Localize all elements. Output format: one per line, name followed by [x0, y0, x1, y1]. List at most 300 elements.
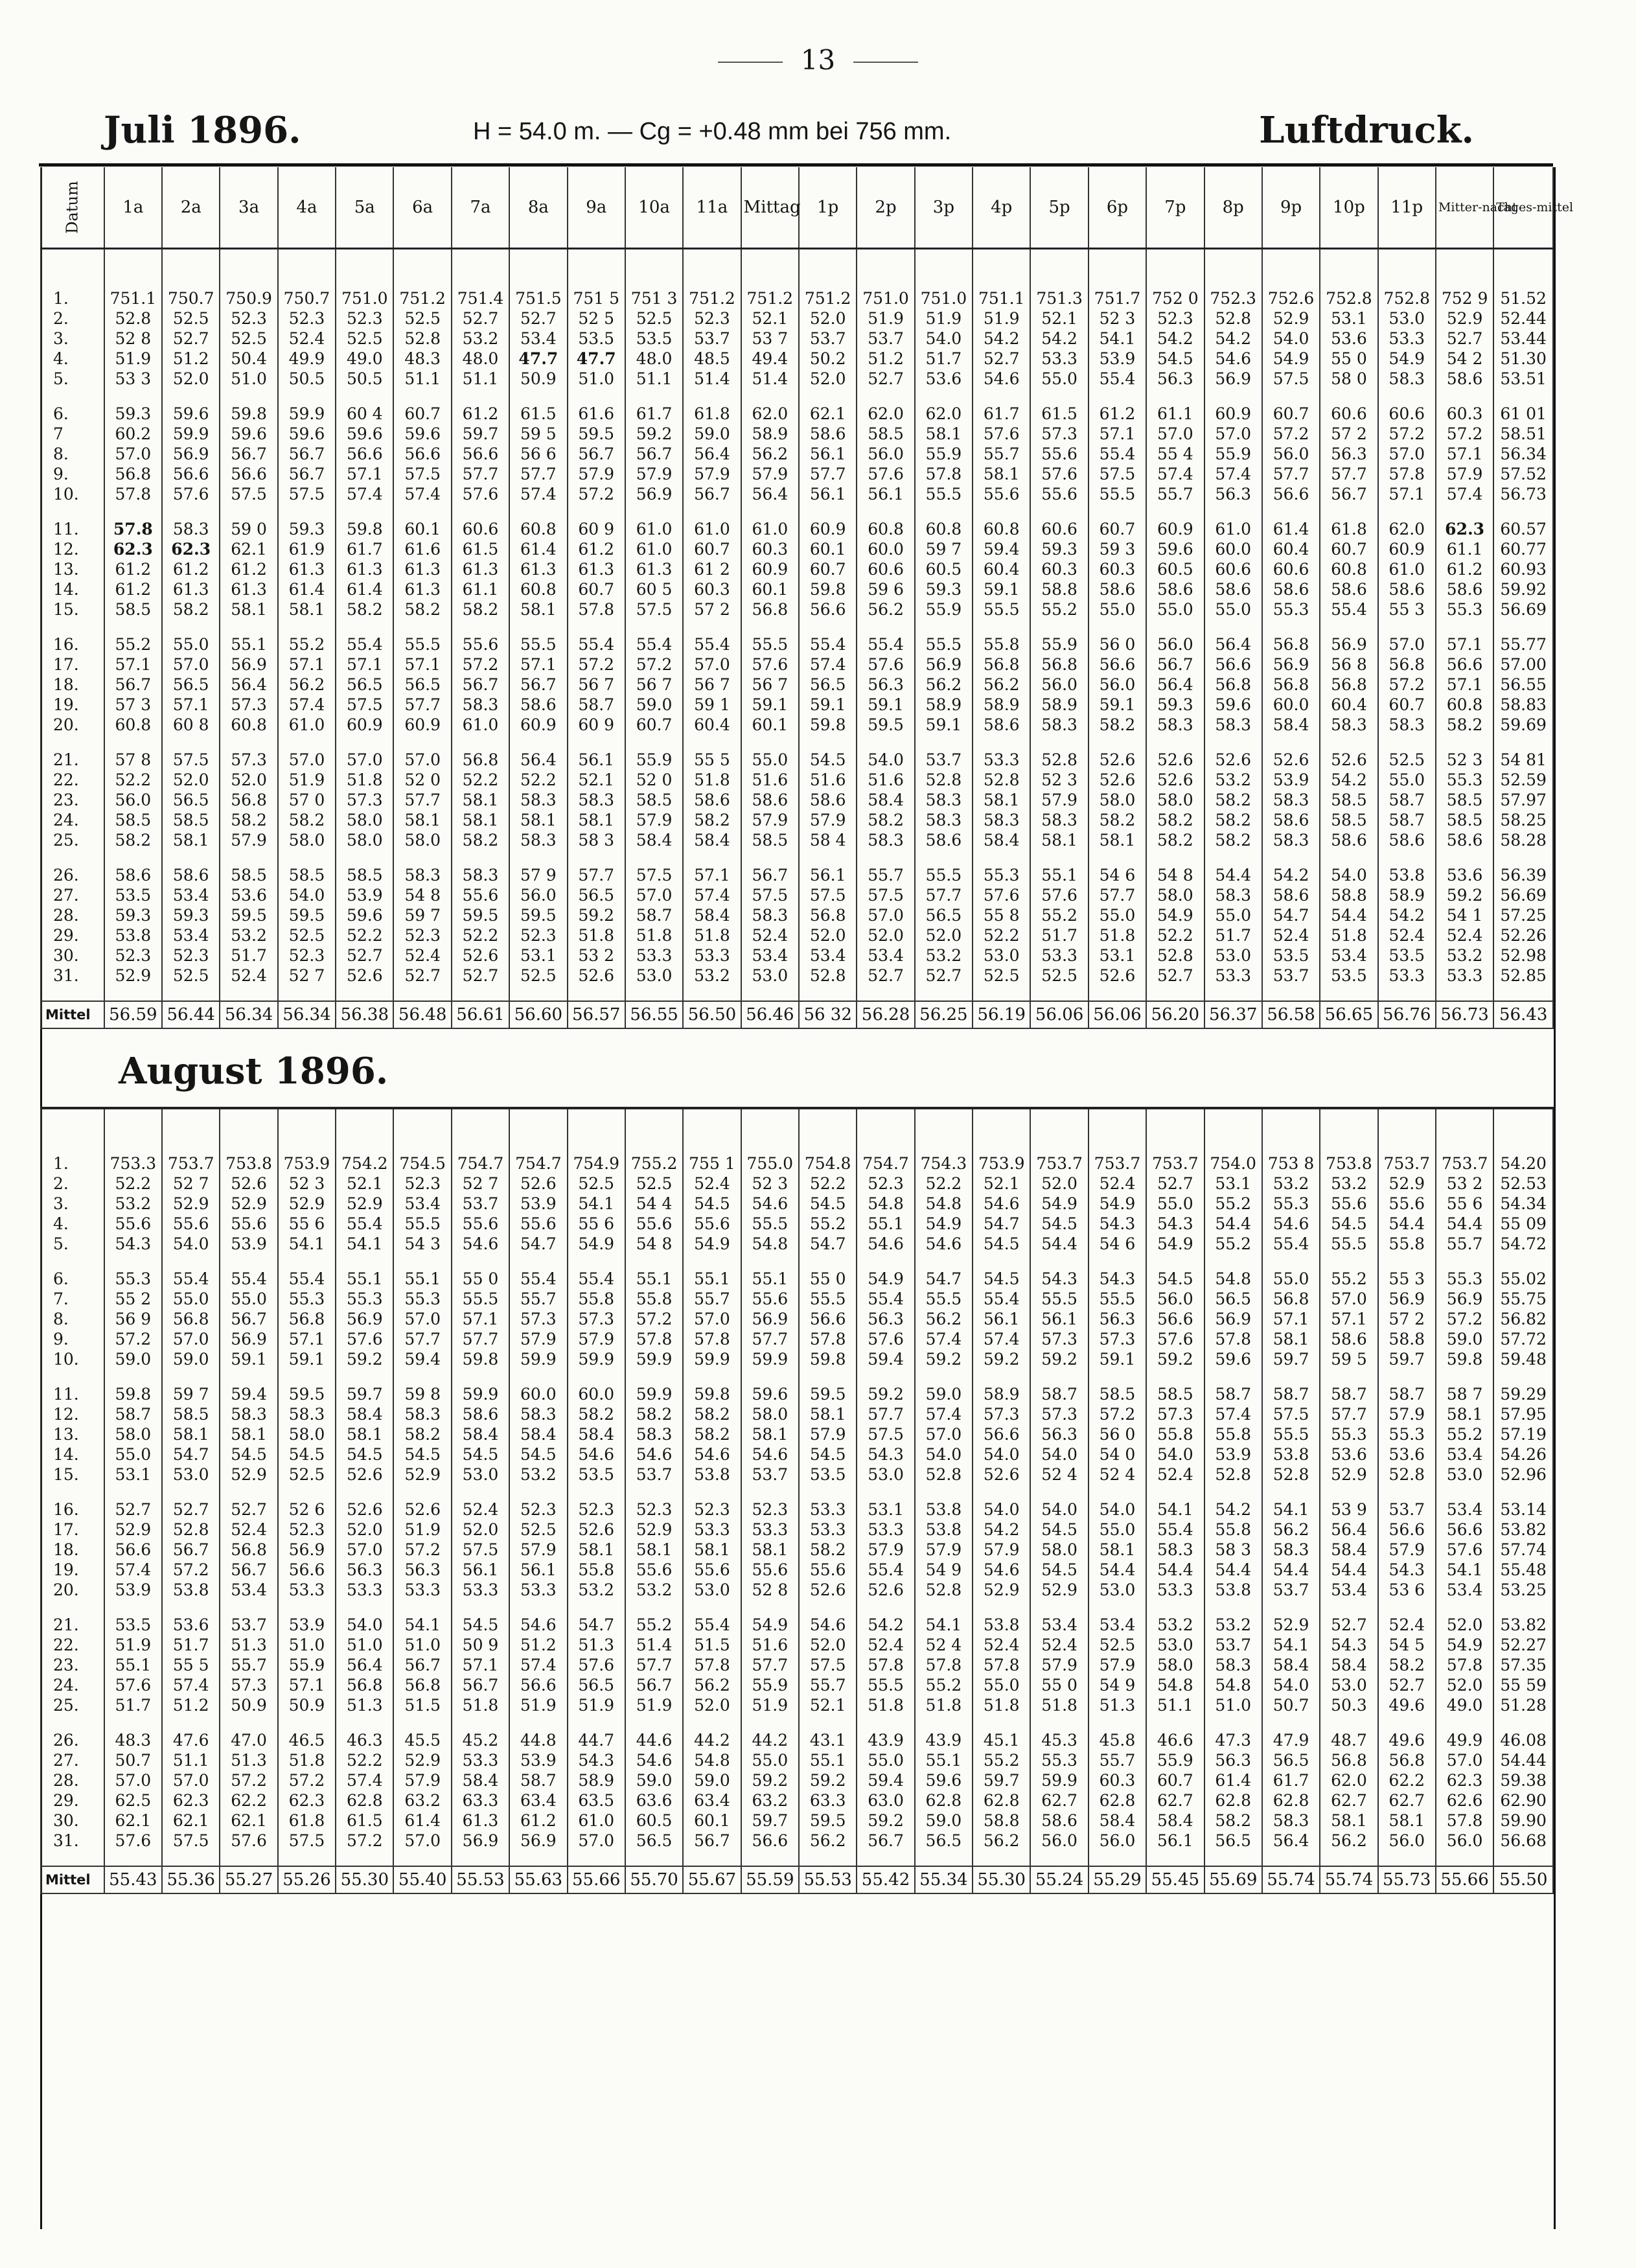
pressure-cell: 55.0: [1089, 599, 1146, 619]
pressure-cell: 58.83: [1493, 695, 1553, 715]
pressure-cell: 45.3: [1030, 1730, 1088, 1750]
mean-cell: 56.28: [857, 1001, 914, 1028]
pressure-cell: 59.2: [625, 424, 683, 444]
pressure-cell: 57.00: [1493, 654, 1553, 675]
pressure-cell: 54 5: [1378, 1635, 1436, 1655]
spacer-cell: [1262, 504, 1320, 519]
day-cell: 22.: [41, 770, 104, 790]
pressure-cell: 52.0: [857, 925, 914, 945]
pressure-cell: 60.8: [973, 519, 1030, 539]
rule-cell: [625, 1108, 683, 1115]
spacer-cell: [1378, 389, 1436, 404]
pressure-cell: 52.9: [220, 1194, 277, 1214]
pressure-cell: 47.7: [568, 349, 625, 369]
pressure-cell: 56.5: [568, 1675, 625, 1695]
column-header: 3p: [915, 167, 973, 249]
pressure-cell: 55.7: [1436, 1234, 1493, 1254]
day-cell: 14.: [41, 579, 104, 599]
pressure-cell: 56.2: [741, 444, 799, 464]
pressure-cell: 58.3: [857, 830, 914, 850]
spacer-row: [41, 1485, 1553, 1499]
spacer-cell: [162, 1851, 220, 1866]
pressure-cell: 58.7: [1262, 1384, 1320, 1404]
spacer-row: [41, 986, 1553, 1001]
day-cell: 26.: [41, 865, 104, 885]
pressure-cell: 56.9: [162, 444, 220, 464]
day-cell: 19.: [41, 695, 104, 715]
pressure-cell: 54.4: [1204, 1560, 1262, 1580]
pressure-cell: 58.6: [1262, 810, 1320, 830]
pressure-cell: 58.7: [509, 1770, 567, 1790]
pressure-cell: 755 1: [683, 1153, 741, 1174]
pressure-cell: 57.7: [393, 790, 451, 810]
pressure-cell: 55 3: [1378, 1269, 1436, 1289]
pressure-cell: 54.0: [857, 750, 914, 770]
pressure-cell: 51.1: [162, 1750, 220, 1770]
pressure-cell: 60.57: [1493, 519, 1553, 539]
spacer-cell: [1030, 1254, 1088, 1269]
pressure-cell: 56.7: [683, 1831, 741, 1851]
day-cell: 27.: [41, 885, 104, 905]
pressure-cell: 51.8: [625, 925, 683, 945]
pressure-cell: 55.4: [568, 1269, 625, 1289]
pressure-cell: 51.2: [162, 1695, 220, 1715]
pressure-cell: 53.9: [104, 1580, 162, 1600]
month-title: Juli 1896.: [104, 109, 301, 152]
pressure-cell: 52.8: [393, 329, 451, 349]
pressure-cell: 52.8: [1030, 750, 1088, 770]
table-row: [41, 349, 1553, 369]
rule-cell: [393, 1108, 451, 1115]
pressure-cell: 58.1: [1262, 1329, 1320, 1349]
spacer-cell: [162, 619, 220, 634]
pressure-cell: 53.5: [625, 329, 683, 349]
pressure-cell: 53.9: [509, 1750, 567, 1770]
mean-cell: 55.73: [1378, 1866, 1436, 1893]
mean-cell: 55.66: [1436, 1866, 1493, 1893]
column-header: 8a: [509, 167, 567, 249]
rule-cell: [1378, 1108, 1436, 1115]
pressure-cell: 55.0: [104, 1444, 162, 1464]
spacer-cell: [393, 1715, 451, 1730]
pressure-cell: 55.0: [1030, 369, 1088, 389]
pressure-cell: 52.5: [220, 329, 277, 349]
pressure-cell: 58.1: [973, 790, 1030, 810]
spacer-cell: [41, 1369, 104, 1384]
pressure-cell: 51.6: [741, 1635, 799, 1655]
pressure-cell: 53.7: [625, 1464, 683, 1485]
spacer-cell: [799, 850, 857, 865]
pressure-cell: 57.0: [1378, 634, 1436, 654]
pressure-cell: 57.7: [915, 885, 973, 905]
pressure-cell: 60.7: [625, 715, 683, 735]
spacer-cell: [568, 1715, 625, 1730]
pressure-cell: 63.3: [452, 1790, 509, 1811]
spacer-cell: [741, 389, 799, 404]
pressure-cell: 59.7: [336, 1384, 393, 1404]
pressure-cell: 54.9: [683, 1234, 741, 1254]
pressure-cell: 753.7: [1436, 1153, 1493, 1174]
pressure-cell: 56.9: [1204, 1309, 1262, 1329]
pressure-cell: 54.6: [973, 369, 1030, 389]
spacer-cell: [683, 1369, 741, 1384]
spacer-cell: [104, 1485, 162, 1499]
table-row: [41, 1404, 1553, 1424]
pressure-cell: 55.4: [1089, 369, 1146, 389]
pressure-cell: 55.6: [452, 1214, 509, 1234]
pressure-cell: 751.1: [973, 288, 1030, 308]
spacer-cell: [799, 1115, 857, 1153]
pressure-cell: 59 0: [220, 519, 277, 539]
datum-header-label: Datum: [63, 181, 82, 234]
pressure-cell: 52.5: [162, 966, 220, 986]
pressure-cell: 58 3: [1204, 1540, 1262, 1560]
pressure-cell: 52.0: [1436, 1615, 1493, 1635]
spacer-cell: [857, 1851, 914, 1866]
pressure-cell: 53.5: [1320, 966, 1377, 986]
spacer-cell: [220, 850, 277, 865]
pressure-cell: 57.95: [1493, 1404, 1553, 1424]
pressure-cell: 61.2: [162, 559, 220, 579]
pressure-cell: 751.2: [741, 288, 799, 308]
spacer-cell: [1320, 1115, 1377, 1153]
pressure-cell: 61.2: [104, 559, 162, 579]
pressure-cell: 57.1: [393, 654, 451, 675]
spacer-cell: [973, 850, 1030, 865]
pressure-cell: 57.2: [1378, 675, 1436, 695]
pressure-cell: 52.3: [509, 1499, 567, 1520]
pressure-cell: 55 6: [1436, 1194, 1493, 1214]
day-cell: 15.: [41, 599, 104, 619]
pressure-cell: 54.20: [1493, 1153, 1553, 1174]
pressure-cell: 54.7: [568, 1615, 625, 1635]
spacer-cell: [104, 735, 162, 750]
pressure-cell: 52.4: [741, 925, 799, 945]
pressure-cell: 57.7: [625, 1655, 683, 1675]
pressure-cell: 58.5: [857, 424, 914, 444]
spacer-cell: [1146, 986, 1204, 1001]
pressure-cell: 58.5: [336, 865, 393, 885]
pressure-cell: 54.6: [509, 1615, 567, 1635]
spacer-cell: [799, 1254, 857, 1269]
spacer-cell: [915, 504, 973, 519]
spacer-cell: [973, 619, 1030, 634]
pressure-cell: 52.98: [1493, 945, 1553, 966]
spacer-cell: [799, 1369, 857, 1384]
pressure-cell: 58.6: [915, 830, 973, 850]
pressure-cell: 56.0: [1436, 1831, 1493, 1851]
pressure-cell: 53.7: [1204, 1635, 1262, 1655]
pressure-cell: 55.8: [1378, 1234, 1436, 1254]
pressure-cell: 61.0: [1378, 559, 1436, 579]
pressure-cell: 59.2: [568, 905, 625, 925]
pressure-cell: 52.3: [162, 945, 220, 966]
spacer-cell: [973, 1254, 1030, 1269]
pressure-cell: 53 2: [1436, 1174, 1493, 1194]
pressure-cell: 53.7: [857, 329, 914, 349]
spacer-cell: [857, 619, 914, 634]
spacer-cell: [1204, 1851, 1262, 1866]
spacer-cell: [509, 504, 567, 519]
pressure-cell: 51.5: [393, 1695, 451, 1715]
pressure-cell: 57.2: [625, 1309, 683, 1329]
spacer-cell: [1436, 1369, 1493, 1384]
pressure-cell: 55.5: [1320, 1234, 1377, 1254]
pressure-cell: 56.1: [568, 750, 625, 770]
spacer-cell: [1320, 249, 1377, 289]
pressure-cell: 57.8: [1436, 1811, 1493, 1831]
spacer-cell: [1146, 1115, 1204, 1153]
pressure-cell: 59.9: [625, 1384, 683, 1404]
pressure-cell: 56.7: [104, 675, 162, 695]
pressure-cell: 58.7: [568, 695, 625, 715]
pressure-cell: 51.4: [741, 369, 799, 389]
pressure-cell: 56 7: [625, 675, 683, 695]
pressure-cell: 59.9: [741, 1349, 799, 1369]
pressure-cell: 57.9: [625, 810, 683, 830]
pressure-cell: 57.0: [683, 654, 741, 675]
pressure-cell: 55 8: [973, 905, 1030, 925]
pressure-cell: 54.0: [1089, 1499, 1146, 1520]
pressure-cell: 52.1: [1030, 308, 1088, 329]
pressure-cell: 58.5: [278, 865, 336, 885]
spacer-cell: [1089, 249, 1146, 289]
pressure-cell: 50 9: [452, 1635, 509, 1655]
pressure-cell: 52.3: [568, 1499, 625, 1520]
pressure-cell: 57.0: [162, 1770, 220, 1790]
mean-cell: 55.40: [393, 1866, 451, 1893]
pressure-cell: 58.0: [1089, 790, 1146, 810]
pressure-cell: 61.2: [452, 404, 509, 424]
pressure-cell: 58.1: [1030, 830, 1088, 850]
pressure-cell: 755.2: [625, 1153, 683, 1174]
pressure-cell: 60.9: [393, 715, 451, 735]
pressure-cell: 58.0: [393, 830, 451, 850]
spacer-cell: [509, 389, 567, 404]
pressure-cell: 60.9: [1378, 539, 1436, 559]
pressure-cell: 57.4: [915, 1329, 973, 1349]
pressure-cell: 55.0: [973, 1675, 1030, 1695]
pressure-cell: 54.5: [799, 1444, 857, 1464]
pressure-cell: 58.2: [393, 599, 451, 619]
column-header: 4a: [278, 167, 336, 249]
pressure-cell: 62.7: [1030, 1790, 1088, 1811]
pressure-cell: 55.9: [278, 1655, 336, 1675]
pressure-cell: 51.9: [625, 1695, 683, 1715]
pressure-cell: 54.9: [1146, 905, 1204, 925]
column-header: 2a: [162, 167, 220, 249]
pressure-cell: 58 3: [568, 830, 625, 850]
spacer-row: [41, 1115, 1553, 1153]
pressure-cell: 57.4: [1204, 1404, 1262, 1424]
pressure-cell: 59.0: [625, 695, 683, 715]
pressure-cell: 52.7: [452, 308, 509, 329]
pressure-cell: 57.3: [509, 1309, 567, 1329]
pressure-cell: 56.7: [220, 1309, 277, 1329]
pressure-cell: 52.0: [799, 369, 857, 389]
pressure-cell: 56.8: [1378, 1750, 1436, 1770]
pressure-cell: 55.9: [741, 1675, 799, 1695]
pressure-cell: 57.9: [1030, 790, 1088, 810]
pressure-cell: 58.1: [509, 599, 567, 619]
pressure-cell: 55.7: [683, 1289, 741, 1309]
pressure-cell: 54.2: [1030, 329, 1088, 349]
mean-cell: 56.34: [278, 1001, 336, 1028]
pressure-cell: 58.2: [683, 810, 741, 830]
pressure-cell: 43.9: [915, 1730, 973, 1750]
table-row: [41, 444, 1553, 464]
pressure-cell: 52.0: [1436, 1675, 1493, 1695]
pressure-cell: 56.6: [1204, 654, 1262, 675]
pressure-cell: 59.7: [741, 1811, 799, 1831]
pressure-cell: 58.1: [973, 464, 1030, 484]
column-header: 5a: [336, 167, 393, 249]
pressure-cell: 57 2: [1378, 1309, 1436, 1329]
day-cell: 13.: [41, 1424, 104, 1444]
pressure-cell: 60.8: [104, 715, 162, 735]
pressure-cell: 58.6: [1320, 830, 1377, 850]
pressure-cell: 55.4: [625, 634, 683, 654]
pressure-cell: 58.4: [1320, 1655, 1377, 1675]
pressure-cell: 57 2: [1320, 424, 1377, 444]
pressure-cell: 62.1: [220, 539, 277, 559]
rule-cell: [568, 1108, 625, 1115]
mean-cell: 55.53: [452, 1866, 509, 1893]
table-row: [41, 1580, 1553, 1600]
pressure-cell: 58.2: [104, 830, 162, 850]
pressure-cell: 56.1: [973, 1309, 1030, 1329]
pressure-cell: 55 0: [1320, 349, 1377, 369]
pressure-cell: 57.4: [973, 1329, 1030, 1349]
pressure-cell: 53.3: [1204, 966, 1262, 986]
pressure-cell: 46.08: [1493, 1730, 1553, 1750]
pressure-cell: 52 4: [1030, 1464, 1088, 1485]
column-header: 7p: [1146, 167, 1204, 249]
pressure-cell: 59.1: [973, 579, 1030, 599]
pressure-cell: 56.5: [1204, 1289, 1262, 1309]
pressure-cell: 61.2: [104, 579, 162, 599]
table-row: [41, 1811, 1553, 1831]
pressure-cell: 55.1: [1030, 865, 1088, 885]
pressure-cell: 57.8: [625, 1329, 683, 1349]
pressure-cell: 56.7: [509, 675, 567, 695]
mean-cell: 56.50: [683, 1001, 741, 1028]
pressure-cell: 59.6: [336, 905, 393, 925]
pressure-cell: 53.3: [452, 1750, 509, 1770]
pressure-cell: 51.7: [915, 349, 973, 369]
spacer-cell: [41, 850, 104, 865]
mean-cell: 56.55: [625, 1001, 683, 1028]
spacer-cell: [1262, 1485, 1320, 1499]
pressure-cell: 54.0: [1146, 1444, 1204, 1464]
spacer-cell: [683, 504, 741, 519]
spacer-cell: [41, 1115, 104, 1153]
day-cell: 3.: [41, 329, 104, 349]
pressure-cell: 58.2: [1378, 1655, 1436, 1675]
pressure-cell: 52.7: [104, 1499, 162, 1520]
pressure-cell: 56.9: [915, 654, 973, 675]
table-row: [41, 424, 1553, 444]
spacer-cell: [1030, 249, 1088, 289]
spacer-cell: [799, 1715, 857, 1730]
column-header: 10p: [1320, 167, 1377, 249]
pressure-cell: 56.4: [1146, 675, 1204, 695]
pressure-cell: 56 9: [104, 1309, 162, 1329]
table-row: [41, 1750, 1553, 1770]
spacer-cell: [278, 1254, 336, 1269]
pressure-cell: 58.7: [1204, 1384, 1262, 1404]
pressure-cell: 57.5: [278, 1831, 336, 1851]
pressure-cell: 54.4: [1204, 1214, 1262, 1234]
pressure-cell: 54.1: [1262, 1635, 1320, 1655]
spacer-cell: [683, 1485, 741, 1499]
pressure-cell: 53.8: [1262, 1444, 1320, 1464]
pressure-cell: 52.9: [220, 1464, 277, 1485]
pressure-cell: 57.1: [1262, 1309, 1320, 1329]
pressure-cell: 58.4: [857, 790, 914, 810]
pressure-cell: 56.4: [220, 675, 277, 695]
pressure-cell: 57.6: [1146, 1329, 1204, 1349]
spacer-cell: [104, 389, 162, 404]
pressure-cell: 58.8: [973, 1811, 1030, 1831]
pressure-cell: 62.0: [857, 404, 914, 424]
spacer-cell: [220, 1254, 277, 1269]
spacer-cell: [220, 986, 277, 1001]
pressure-cell: 60.7: [393, 404, 451, 424]
pressure-cell: 61 01: [1493, 404, 1553, 424]
pressure-cell: 55 0: [452, 1269, 509, 1289]
pressure-cell: 53.3: [509, 1580, 567, 1600]
pressure-cell: 57.4: [1436, 484, 1493, 504]
spacer-cell: [1320, 504, 1377, 519]
spacer-cell: [452, 1600, 509, 1615]
spacer-cell: [452, 1115, 509, 1153]
pressure-cell: 52.9: [1436, 308, 1493, 329]
pressure-cell: 58.1: [741, 1424, 799, 1444]
spacer-cell: [915, 619, 973, 634]
pressure-cell: 52.9: [336, 1194, 393, 1214]
mean-cell: 56.73: [1436, 1001, 1493, 1028]
pressure-cell: 55.8: [568, 1289, 625, 1309]
spacer-cell: [278, 735, 336, 750]
pressure-cell: 59.7: [1262, 1349, 1320, 1369]
pressure-cell: 55.9: [915, 444, 973, 464]
pressure-cell: 54.3: [1378, 1560, 1436, 1580]
pressure-cell: 58.6: [1320, 1329, 1377, 1349]
pressure-cell: 55.6: [220, 1214, 277, 1234]
pressure-cell: 60.7: [1146, 1770, 1204, 1790]
pressure-cell: 55.6: [452, 885, 509, 905]
pressure-cell: 58.28: [1493, 830, 1553, 850]
day-cell: 22.: [41, 1635, 104, 1655]
pressure-cell: 53.3: [336, 1580, 393, 1600]
spacer-cell: [625, 986, 683, 1001]
spacer-cell: [568, 850, 625, 865]
pressure-cell: 55.2: [915, 1675, 973, 1695]
pressure-cell: 52.2: [104, 770, 162, 790]
pressure-cell: 58.2: [857, 810, 914, 830]
day-cell: 19.: [41, 1560, 104, 1580]
spacer-cell: [162, 1254, 220, 1269]
pressure-cell: 61.7: [1262, 1770, 1320, 1790]
spacer-cell: [1436, 1600, 1493, 1615]
pressure-cell: 52.0: [1030, 1174, 1088, 1194]
spacer-cell: [799, 389, 857, 404]
pressure-cell: 55.3: [1436, 1269, 1493, 1289]
page-number: 13: [0, 44, 1636, 76]
pressure-cell: 57.1: [278, 654, 336, 675]
pressure-cell: 61.0: [278, 715, 336, 735]
